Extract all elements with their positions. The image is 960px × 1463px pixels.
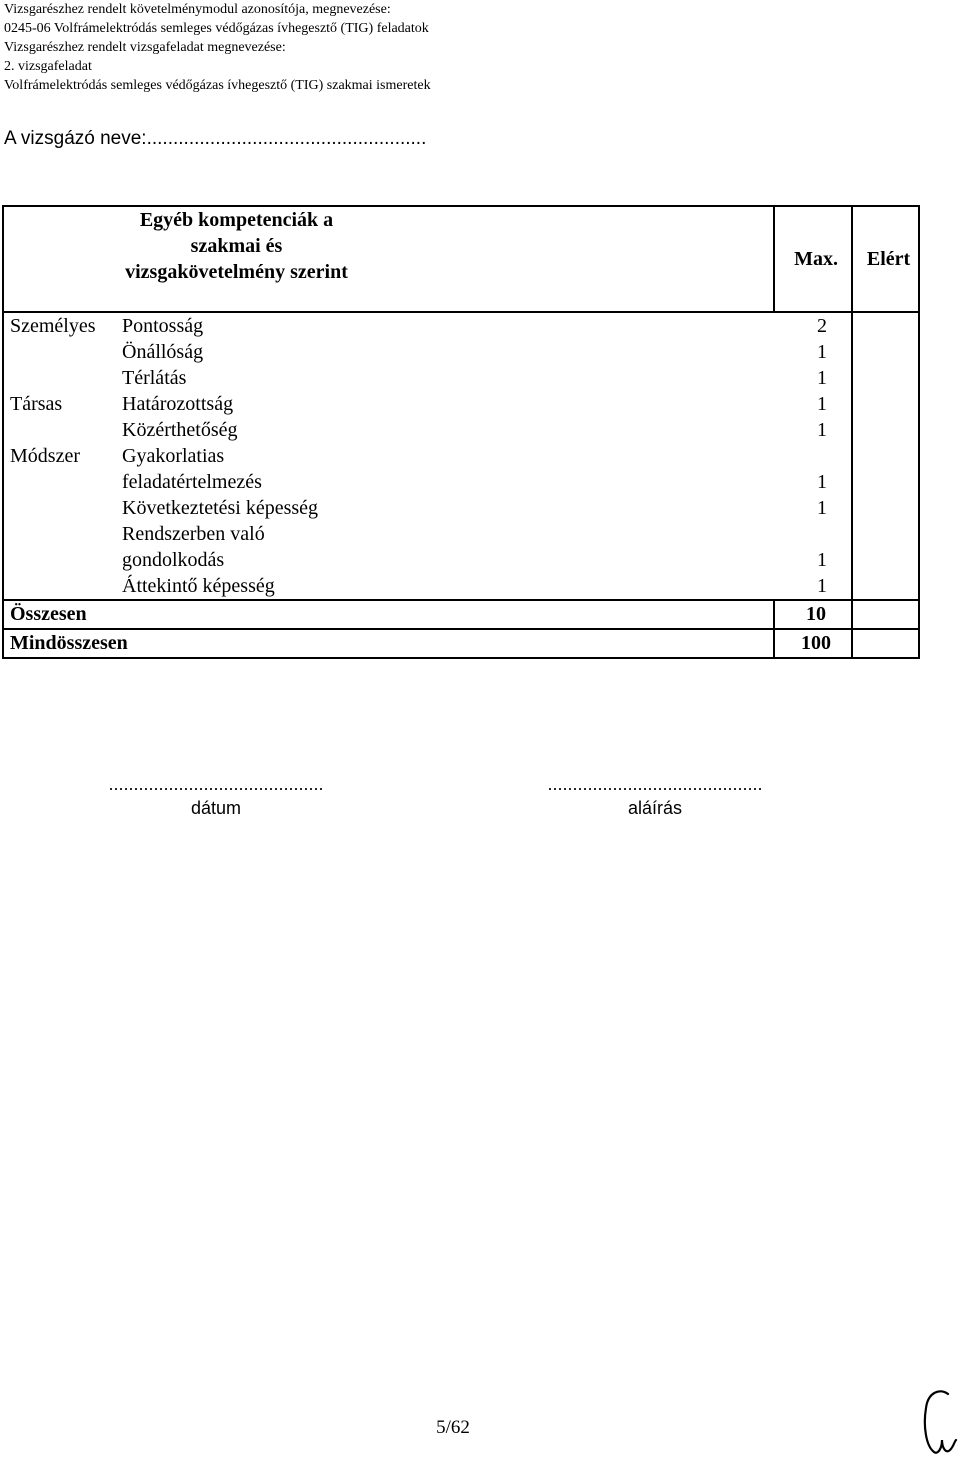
item-max: 1 xyxy=(817,497,828,519)
item-label: Határozottság xyxy=(122,393,234,415)
max-header: Max. xyxy=(774,206,852,312)
total-max: 10 xyxy=(774,600,852,629)
handwritten-initials-icon xyxy=(918,1388,958,1458)
date-label: dátum xyxy=(190,798,242,818)
header-line: 0245-06 Volfrámelektródás semleges védőgázas ívhegesztő (TIG) feladatok xyxy=(4,21,429,36)
document-header xyxy=(4,0,431,95)
item-max: 1 xyxy=(817,549,828,571)
table-row xyxy=(3,443,919,495)
item-max: 1 xyxy=(817,575,828,597)
item-achieved[interactable] xyxy=(852,443,919,495)
header-line: 2. vizsgafeladat xyxy=(4,59,92,74)
group-label: Módszer xyxy=(3,443,116,495)
signature-label: aláírás xyxy=(627,798,683,818)
item-achieved[interactable] xyxy=(852,573,919,600)
date-signature-block xyxy=(86,772,346,820)
group-label: Személyes xyxy=(3,312,116,339)
item-label: Következtetési képesség xyxy=(122,497,319,519)
grand-total-achieved[interactable] xyxy=(852,629,919,658)
header-line: Vizsgarészhez rendelt vizsgafeladat megnevezése: xyxy=(4,40,286,55)
competency-heading: Egyéb kompetenciák a szakmai és vizsgakövetelmény szerint xyxy=(125,209,348,283)
table-row xyxy=(3,495,919,521)
table-row xyxy=(3,365,919,391)
item-max: 2 xyxy=(817,315,828,337)
table-row xyxy=(3,339,919,365)
item-achieved[interactable] xyxy=(852,339,919,365)
signature-block xyxy=(525,772,785,820)
item-label: Gyakorlatias feladatértelmezés xyxy=(122,445,262,493)
item-achieved[interactable] xyxy=(852,417,919,443)
grand-total-row xyxy=(3,629,919,658)
table-row xyxy=(3,417,919,443)
page-number: 5/62 xyxy=(436,1417,470,1438)
item-label: Közérthetőség xyxy=(122,419,238,441)
item-label: Áttekintő képesség xyxy=(122,575,275,597)
group-label: Társas xyxy=(3,391,116,417)
table-row xyxy=(3,312,919,339)
competency-table xyxy=(2,205,920,659)
total-row xyxy=(3,600,919,629)
item-achieved[interactable] xyxy=(852,391,919,417)
grand-total-label: Mindösszesen xyxy=(3,629,774,658)
table-row xyxy=(3,573,919,600)
header-line: Volfrámelektródás semleges védőgázas ívhegesztő (TIG) szakmai ismeretek xyxy=(4,78,431,93)
item-max: 1 xyxy=(817,393,828,415)
item-achieved[interactable] xyxy=(852,495,919,521)
signature-dots: ........................................... xyxy=(547,774,763,794)
item-achieved[interactable] xyxy=(852,312,919,339)
item-max: 1 xyxy=(817,367,828,389)
item-label: Pontosság xyxy=(122,315,204,337)
table-row xyxy=(3,521,919,573)
item-label: Önállóság xyxy=(122,341,204,363)
grand-total-max: 100 xyxy=(774,629,852,658)
examinee-name-line: A vizsgázó neve:..................................................... xyxy=(4,128,427,149)
total-label: Összesen xyxy=(3,600,774,629)
date-dots: ........................................... xyxy=(108,774,324,794)
table-row xyxy=(3,391,919,417)
total-achieved[interactable] xyxy=(852,600,919,629)
achieved-header: Elért xyxy=(852,206,919,312)
table-header-row xyxy=(3,206,919,312)
item-max: 1 xyxy=(817,419,828,441)
item-achieved[interactable] xyxy=(852,521,919,573)
item-max: 1 xyxy=(817,341,828,363)
item-achieved[interactable] xyxy=(852,365,919,391)
header-line: Vizsgarészhez rendelt követelménymodul azonosítója, megnevezése: xyxy=(4,2,391,17)
item-label: Térlátás xyxy=(122,367,187,389)
item-label: Rendszerben való gondolkodás xyxy=(122,523,265,571)
item-max: 1 xyxy=(817,471,828,493)
